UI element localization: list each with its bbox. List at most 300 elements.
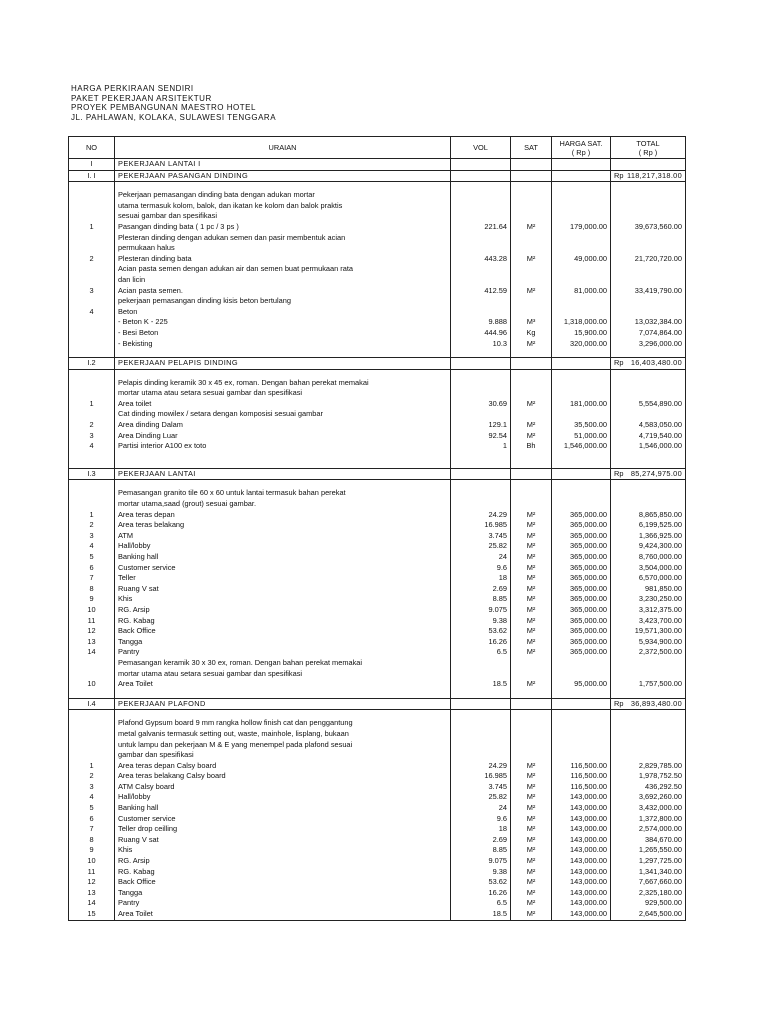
cell-no: 11 xyxy=(69,616,115,627)
cell-uraian: - Besi Beton xyxy=(115,328,451,339)
table-row xyxy=(69,584,686,595)
cell-uraian: Tangga xyxy=(115,637,451,648)
col-header-harga-sat-line2: ( Rp ) xyxy=(571,147,591,157)
section-total-amount: 85,274,975.00 xyxy=(630,468,682,478)
col-header-no: NO xyxy=(69,137,115,159)
cell-harga-sat: 49,000.00 xyxy=(552,254,611,265)
currency-label: Rp xyxy=(614,170,624,180)
cell-sat: M² xyxy=(511,541,552,552)
cell-sat: M² xyxy=(511,399,552,410)
cell-vol: 25.82 xyxy=(451,541,511,552)
cell-harga-sat xyxy=(552,480,611,489)
cell-no xyxy=(69,729,115,740)
cell-uraian: Hall/lobby xyxy=(115,792,451,803)
cell-sat xyxy=(511,211,552,222)
cell-harga-sat xyxy=(552,669,611,680)
cell-total xyxy=(611,710,686,719)
table-row xyxy=(69,782,686,793)
cell-total: 1,265,550.00 xyxy=(611,845,686,856)
cell-harga-sat xyxy=(552,349,611,358)
cell-sat xyxy=(511,729,552,740)
cell-vol: 9.888 xyxy=(451,317,511,328)
table-row xyxy=(69,499,686,510)
cell-uraian xyxy=(115,452,451,460)
cell-uraian: Pekerjaan pemasangan dinding bata dengan adukan mortar xyxy=(115,190,451,201)
cell-sat: M² xyxy=(511,573,552,584)
cell-total: 13,032,384.00 xyxy=(611,317,686,328)
cell-no: 7 xyxy=(69,573,115,584)
cell-harga-sat: 365,000.00 xyxy=(552,541,611,552)
cell-sat: M² xyxy=(511,867,552,878)
cell-harga-sat: 365,000.00 xyxy=(552,605,611,616)
cell-harga-sat: 143,000.00 xyxy=(552,877,611,888)
cell-total: 1,372,800.00 xyxy=(611,814,686,825)
table-body xyxy=(69,159,686,921)
cell-no xyxy=(69,296,115,307)
cell-total xyxy=(611,275,686,286)
cell-no xyxy=(69,182,115,191)
cell-sat xyxy=(511,460,552,469)
cell-total: 2,325,180.00 xyxy=(611,888,686,899)
table-row xyxy=(69,431,686,442)
table-row xyxy=(69,190,686,201)
cell-sat: M² xyxy=(511,431,552,442)
table-row xyxy=(69,729,686,740)
cell-sat xyxy=(511,698,552,710)
table-row xyxy=(69,792,686,803)
cell-sat xyxy=(511,669,552,680)
cell-uraian: mortar utama atau setara sesuai gambar dan spesifikasi xyxy=(115,669,451,680)
table-row xyxy=(69,328,686,339)
cell-vol: 18 xyxy=(451,824,511,835)
cell-uraian: sesuai gambar dan spesifikasi xyxy=(115,211,451,222)
table-row xyxy=(69,856,686,867)
cell-uraian: Customer service xyxy=(115,563,451,574)
table-row xyxy=(69,626,686,637)
table-row xyxy=(69,616,686,627)
cell-uraian: metal galvanis termasuk setting out, waste, mainhole, lisplang, bukaan xyxy=(115,729,451,740)
cell-total xyxy=(611,658,686,669)
table-row xyxy=(69,488,686,499)
table-row xyxy=(69,647,686,658)
cell-sat xyxy=(511,409,552,420)
cell-total xyxy=(611,182,686,191)
cell-no: 10 xyxy=(69,605,115,616)
cell-vol xyxy=(451,159,511,171)
cell-total: 3,312,375.00 xyxy=(611,605,686,616)
table-row xyxy=(69,399,686,410)
cell-harga-sat xyxy=(552,358,611,370)
cell-total xyxy=(611,369,686,378)
cell-uraian: Pasangan dinding bata ( 1 pc / 3 ps ) xyxy=(115,222,451,233)
table-row xyxy=(69,409,686,420)
cell-vol xyxy=(451,201,511,212)
table-row xyxy=(69,867,686,878)
cell-sat: M² xyxy=(511,792,552,803)
cell-total: 19,571,300.00 xyxy=(611,626,686,637)
cell-sat: Kg xyxy=(511,328,552,339)
cell-no xyxy=(69,409,115,420)
cell-no: 13 xyxy=(69,637,115,648)
cell-sat xyxy=(511,690,552,699)
cell-harga-sat xyxy=(552,488,611,499)
cell-vol: 129.1 xyxy=(451,420,511,431)
cell-total xyxy=(611,409,686,420)
cell-vol xyxy=(451,296,511,307)
cell-total: 8,760,000.00 xyxy=(611,552,686,563)
cell-uraian: Pemasangan keramik 30 x 30 ex, roman. Dengan bahan perekat memakai xyxy=(115,658,451,669)
section-total-amount: 16,403,480.00 xyxy=(630,358,682,368)
table-row xyxy=(69,658,686,669)
cell-no: I.4 xyxy=(69,698,115,710)
cell-vol xyxy=(451,349,511,358)
cell-no xyxy=(69,452,115,460)
cell-harga-sat: 365,000.00 xyxy=(552,531,611,542)
cell-sat: M² xyxy=(511,420,552,431)
cell-uraian xyxy=(115,182,451,191)
cell-uraian: Khis xyxy=(115,594,451,605)
cell-sat xyxy=(511,243,552,254)
cell-total: 39,673,560.00 xyxy=(611,222,686,233)
cell-harga-sat: 143,000.00 xyxy=(552,845,611,856)
cell-no xyxy=(69,480,115,489)
cell-total xyxy=(611,233,686,244)
cell-total xyxy=(611,460,686,469)
cell-vol: 53.62 xyxy=(451,877,511,888)
cell-vol xyxy=(451,669,511,680)
cell-vol: 444.96 xyxy=(451,328,511,339)
cell-uraian: - Bekisting xyxy=(115,339,451,350)
cell-total xyxy=(611,388,686,399)
cell-sat: M² xyxy=(511,510,552,521)
cell-no xyxy=(69,243,115,254)
cell-sat xyxy=(511,488,552,499)
cell-no: 1 xyxy=(69,761,115,772)
table-row xyxy=(69,307,686,318)
cell-total xyxy=(611,201,686,212)
cell-total: 4,583,050.00 xyxy=(611,420,686,431)
cell-harga-sat: 1,546,000.00 xyxy=(552,441,611,452)
cell-uraian: untuk lampu dan pekerjaan M & E yang menempel pada plafond sesuai xyxy=(115,740,451,751)
spacer-row xyxy=(69,460,686,469)
cell-uraian: Pantry xyxy=(115,647,451,658)
table-row xyxy=(69,573,686,584)
cell-harga-sat xyxy=(552,275,611,286)
cell-sat: M² xyxy=(511,286,552,297)
cell-total xyxy=(611,480,686,489)
cell-no: 4 xyxy=(69,541,115,552)
cell-uraian: ATM xyxy=(115,531,451,542)
cell-uraian: Hall/lobby xyxy=(115,541,451,552)
cell-uraian: Area teras belakang xyxy=(115,520,451,531)
cell-harga-sat xyxy=(552,190,611,201)
table-row xyxy=(69,771,686,782)
cell-uraian: Acian pasta semen dengan adukan air dan semen buat permukaan rata xyxy=(115,264,451,275)
cell-total xyxy=(611,190,686,201)
col-header-harga-sat xyxy=(552,137,611,159)
col-header-sat: SAT xyxy=(511,137,552,159)
table-row xyxy=(69,233,686,244)
cell-vol: 2.69 xyxy=(451,835,511,846)
cell-harga-sat xyxy=(552,729,611,740)
cell-vol xyxy=(451,369,511,378)
cell-vol: 25.82 xyxy=(451,792,511,803)
cell-sat xyxy=(511,349,552,358)
cell-sat: Bh xyxy=(511,441,552,452)
cell-vol xyxy=(451,170,511,182)
cell-harga-sat: 320,000.00 xyxy=(552,339,611,350)
cell-no xyxy=(69,388,115,399)
cell-harga-sat: 365,000.00 xyxy=(552,637,611,648)
cell-no: 7 xyxy=(69,824,115,835)
cell-vol: 6.5 xyxy=(451,647,511,658)
cell-no: 9 xyxy=(69,594,115,605)
cell-no: 8 xyxy=(69,835,115,846)
cell-vol: 24 xyxy=(451,552,511,563)
cell-vol: 10.3 xyxy=(451,339,511,350)
spacer-row xyxy=(69,480,686,489)
cell-no: 1 xyxy=(69,399,115,410)
cell-harga-sat: 35,500.00 xyxy=(552,420,611,431)
cell-no: 5 xyxy=(69,803,115,814)
cell-sat: M² xyxy=(511,679,552,690)
cell-uraian: Cat dinding mowilex / setara dengan komposisi sesuai gambar xyxy=(115,409,451,420)
cell-uraian: Plesteran dinding bata xyxy=(115,254,451,265)
cell-total xyxy=(611,243,686,254)
cell-no: 3 xyxy=(69,431,115,442)
table-row xyxy=(69,541,686,552)
currency-label: Rp xyxy=(614,358,624,368)
cell-vol xyxy=(451,698,511,710)
cell-total xyxy=(611,740,686,751)
cell-uraian: PEKERJAAN PELAPIS DINDING xyxy=(115,358,451,370)
cell-vol: 24.29 xyxy=(451,761,511,772)
cell-sat xyxy=(511,275,552,286)
cell-harga-sat: 143,000.00 xyxy=(552,803,611,814)
header-address: JL. PAHLAWAN, KOLAKA, SULAWESI TENGGARA xyxy=(71,112,277,122)
cell-harga-sat xyxy=(552,211,611,222)
cell-no xyxy=(69,488,115,499)
cell-harga-sat: 143,000.00 xyxy=(552,867,611,878)
cell-no: 10 xyxy=(69,856,115,867)
cell-total: 6,570,000.00 xyxy=(611,573,686,584)
cell-uraian: Area teras depan xyxy=(115,510,451,521)
cell-sat: M² xyxy=(511,222,552,233)
cell-sat xyxy=(511,740,552,751)
col-header-total-line2: ( Rp ) xyxy=(638,147,658,157)
section-row xyxy=(69,159,686,171)
spacer-row xyxy=(69,182,686,191)
cell-sat: M² xyxy=(511,803,552,814)
section-row xyxy=(69,358,686,370)
cell-total xyxy=(611,159,686,171)
cell-harga-sat: 116,500.00 xyxy=(552,761,611,772)
cell-vol: 412.59 xyxy=(451,286,511,297)
table-row xyxy=(69,201,686,212)
cell-uraian: ATM Calsy board xyxy=(115,782,451,793)
cell-sat xyxy=(511,201,552,212)
cell-uraian: mortar utama,saad (grout) sesuai gambar. xyxy=(115,499,451,510)
cell-vol xyxy=(451,264,511,275)
table-row xyxy=(69,594,686,605)
cell-harga-sat: 51,000.00 xyxy=(552,431,611,442)
table-row xyxy=(69,520,686,531)
cell-total: 1,297,725.00 xyxy=(611,856,686,867)
cell-harga-sat: 143,000.00 xyxy=(552,909,611,920)
cell-total: 1,757,500.00 xyxy=(611,679,686,690)
cell-sat: M² xyxy=(511,616,552,627)
cell-vol: 9.6 xyxy=(451,563,511,574)
cell-uraian: Plafond Gypsum board 9 mm rangka hollow finish cat dan penggantung xyxy=(115,718,451,729)
table-row xyxy=(69,679,686,690)
cell-no: 6 xyxy=(69,814,115,825)
cell-harga-sat xyxy=(552,499,611,510)
cell-no: 2 xyxy=(69,771,115,782)
cell-uraian: Partisi interior A100 ex toto xyxy=(115,441,451,452)
cell-sat xyxy=(511,233,552,244)
cell-uraian: RG. Arsip xyxy=(115,856,451,867)
table-row xyxy=(69,339,686,350)
cell-uraian: Area toilet xyxy=(115,399,451,410)
cell-total: 8,865,850.00 xyxy=(611,510,686,521)
cell-total: 21,720,720.00 xyxy=(611,254,686,265)
cell-sat xyxy=(511,750,552,761)
cell-total: 6,199,525.00 xyxy=(611,520,686,531)
cell-harga-sat xyxy=(552,740,611,751)
cell-uraian: Back Office xyxy=(115,626,451,637)
cell-vol: 92.54 xyxy=(451,431,511,442)
table-row xyxy=(69,877,686,888)
cell-harga-sat: 143,000.00 xyxy=(552,814,611,825)
cell-no xyxy=(69,369,115,378)
document-header xyxy=(71,84,276,122)
cell-uraian: Acian pasta semen. xyxy=(115,286,451,297)
cell-no: 6 xyxy=(69,563,115,574)
table-row xyxy=(69,740,686,751)
cell-sat xyxy=(511,710,552,719)
cell-total xyxy=(611,729,686,740)
cell-harga-sat: 365,000.00 xyxy=(552,563,611,574)
table-row xyxy=(69,275,686,286)
cell-vol: 3.745 xyxy=(451,782,511,793)
cell-total xyxy=(611,718,686,729)
cell-total: 3,423,700.00 xyxy=(611,616,686,627)
cell-sat: M² xyxy=(511,888,552,899)
cell-harga-sat: 365,000.00 xyxy=(552,520,611,531)
cell-uraian: RG. Kabag xyxy=(115,867,451,878)
cell-harga-sat xyxy=(552,296,611,307)
cell-vol: 8.85 xyxy=(451,845,511,856)
cell-vol xyxy=(451,658,511,669)
cell-total xyxy=(611,349,686,358)
cell-vol xyxy=(451,307,511,318)
table-row xyxy=(69,909,686,920)
cell-harga-sat xyxy=(552,409,611,420)
cell-vol xyxy=(451,690,511,699)
cell-no: 3 xyxy=(69,286,115,297)
cell-sat: M² xyxy=(511,563,552,574)
cell-vol xyxy=(451,488,511,499)
section-row xyxy=(69,698,686,710)
cell-no: 5 xyxy=(69,552,115,563)
cell-uraian: Customer service xyxy=(115,814,451,825)
cell-harga-sat: 365,000.00 xyxy=(552,552,611,563)
cell-harga-sat: 143,000.00 xyxy=(552,835,611,846)
table-row xyxy=(69,388,686,399)
section-row xyxy=(69,170,686,182)
cell-uraian: Back Office xyxy=(115,877,451,888)
cell-no: I xyxy=(69,159,115,171)
cell-no: 14 xyxy=(69,647,115,658)
cell-uraian: Banking hall xyxy=(115,803,451,814)
cell-sat xyxy=(511,499,552,510)
cell-vol: 9.38 xyxy=(451,616,511,627)
cell-sat: M² xyxy=(511,856,552,867)
cell-vol: 9.6 xyxy=(451,814,511,825)
header-title: HARGA PERKIRAAN SENDIRI xyxy=(71,84,194,93)
cell-no: 14 xyxy=(69,898,115,909)
currency-label: Rp xyxy=(614,698,624,708)
cell-sat xyxy=(511,480,552,489)
header-project: PROYEK PEMBANGUNAN MAESTRO HOTEL xyxy=(71,103,256,112)
section-total-amount: 36,893,480.00 xyxy=(630,698,682,708)
cell-total: 1,546,000.00 xyxy=(611,441,686,452)
cell-harga-sat xyxy=(552,264,611,275)
cell-total xyxy=(611,488,686,499)
cell-no: 2 xyxy=(69,520,115,531)
col-header-vol: VOL xyxy=(451,137,511,159)
cell-harga-sat: 365,000.00 xyxy=(552,594,611,605)
table-row xyxy=(69,296,686,307)
cell-total xyxy=(611,499,686,510)
cell-uraian: Area Toilet xyxy=(115,679,451,690)
cell-harga-sat xyxy=(552,658,611,669)
table-row xyxy=(69,718,686,729)
cell-no xyxy=(69,499,115,510)
cell-uraian: Tangga xyxy=(115,888,451,899)
cell-uraian: PEKERJAAN PLAFOND xyxy=(115,698,451,710)
cell-uraian xyxy=(115,480,451,489)
cell-vol: 24.29 xyxy=(451,510,511,521)
cell-vol xyxy=(451,243,511,254)
header-package: PAKET PEKERJAAN ARSITEKTUR xyxy=(71,93,212,103)
cell-harga-sat: 1,318,000.00 xyxy=(552,317,611,328)
table-row xyxy=(69,888,686,899)
cell-uraian: Pemasangan granito tile 60 x 60 untuk lantai termasuk bahan perekat xyxy=(115,488,451,499)
cell-no xyxy=(69,317,115,328)
cell-uraian: dan licin xyxy=(115,275,451,286)
cell-vol xyxy=(451,740,511,751)
table-row xyxy=(69,211,686,222)
cell-uraian: RG. Kabag xyxy=(115,616,451,627)
cell-sat: M² xyxy=(511,845,552,856)
table-row xyxy=(69,605,686,616)
cell-vol xyxy=(451,468,511,480)
cell-total: 1,978,752.50 xyxy=(611,771,686,782)
cell-sat xyxy=(511,170,552,182)
cell-no xyxy=(69,658,115,669)
cell-total xyxy=(611,669,686,680)
cell-uraian: permukaan halus xyxy=(115,243,451,254)
cell-uraian xyxy=(115,710,451,719)
cell-harga-sat: 365,000.00 xyxy=(552,626,611,637)
cell-uraian: pekerjaan pemasangan dinding kisis beton bertulang xyxy=(115,296,451,307)
cell-sat xyxy=(511,159,552,171)
cell-no xyxy=(69,669,115,680)
cell-total: 929,500.00 xyxy=(611,898,686,909)
cell-harga-sat xyxy=(552,378,611,389)
cell-vol: 221.64 xyxy=(451,222,511,233)
